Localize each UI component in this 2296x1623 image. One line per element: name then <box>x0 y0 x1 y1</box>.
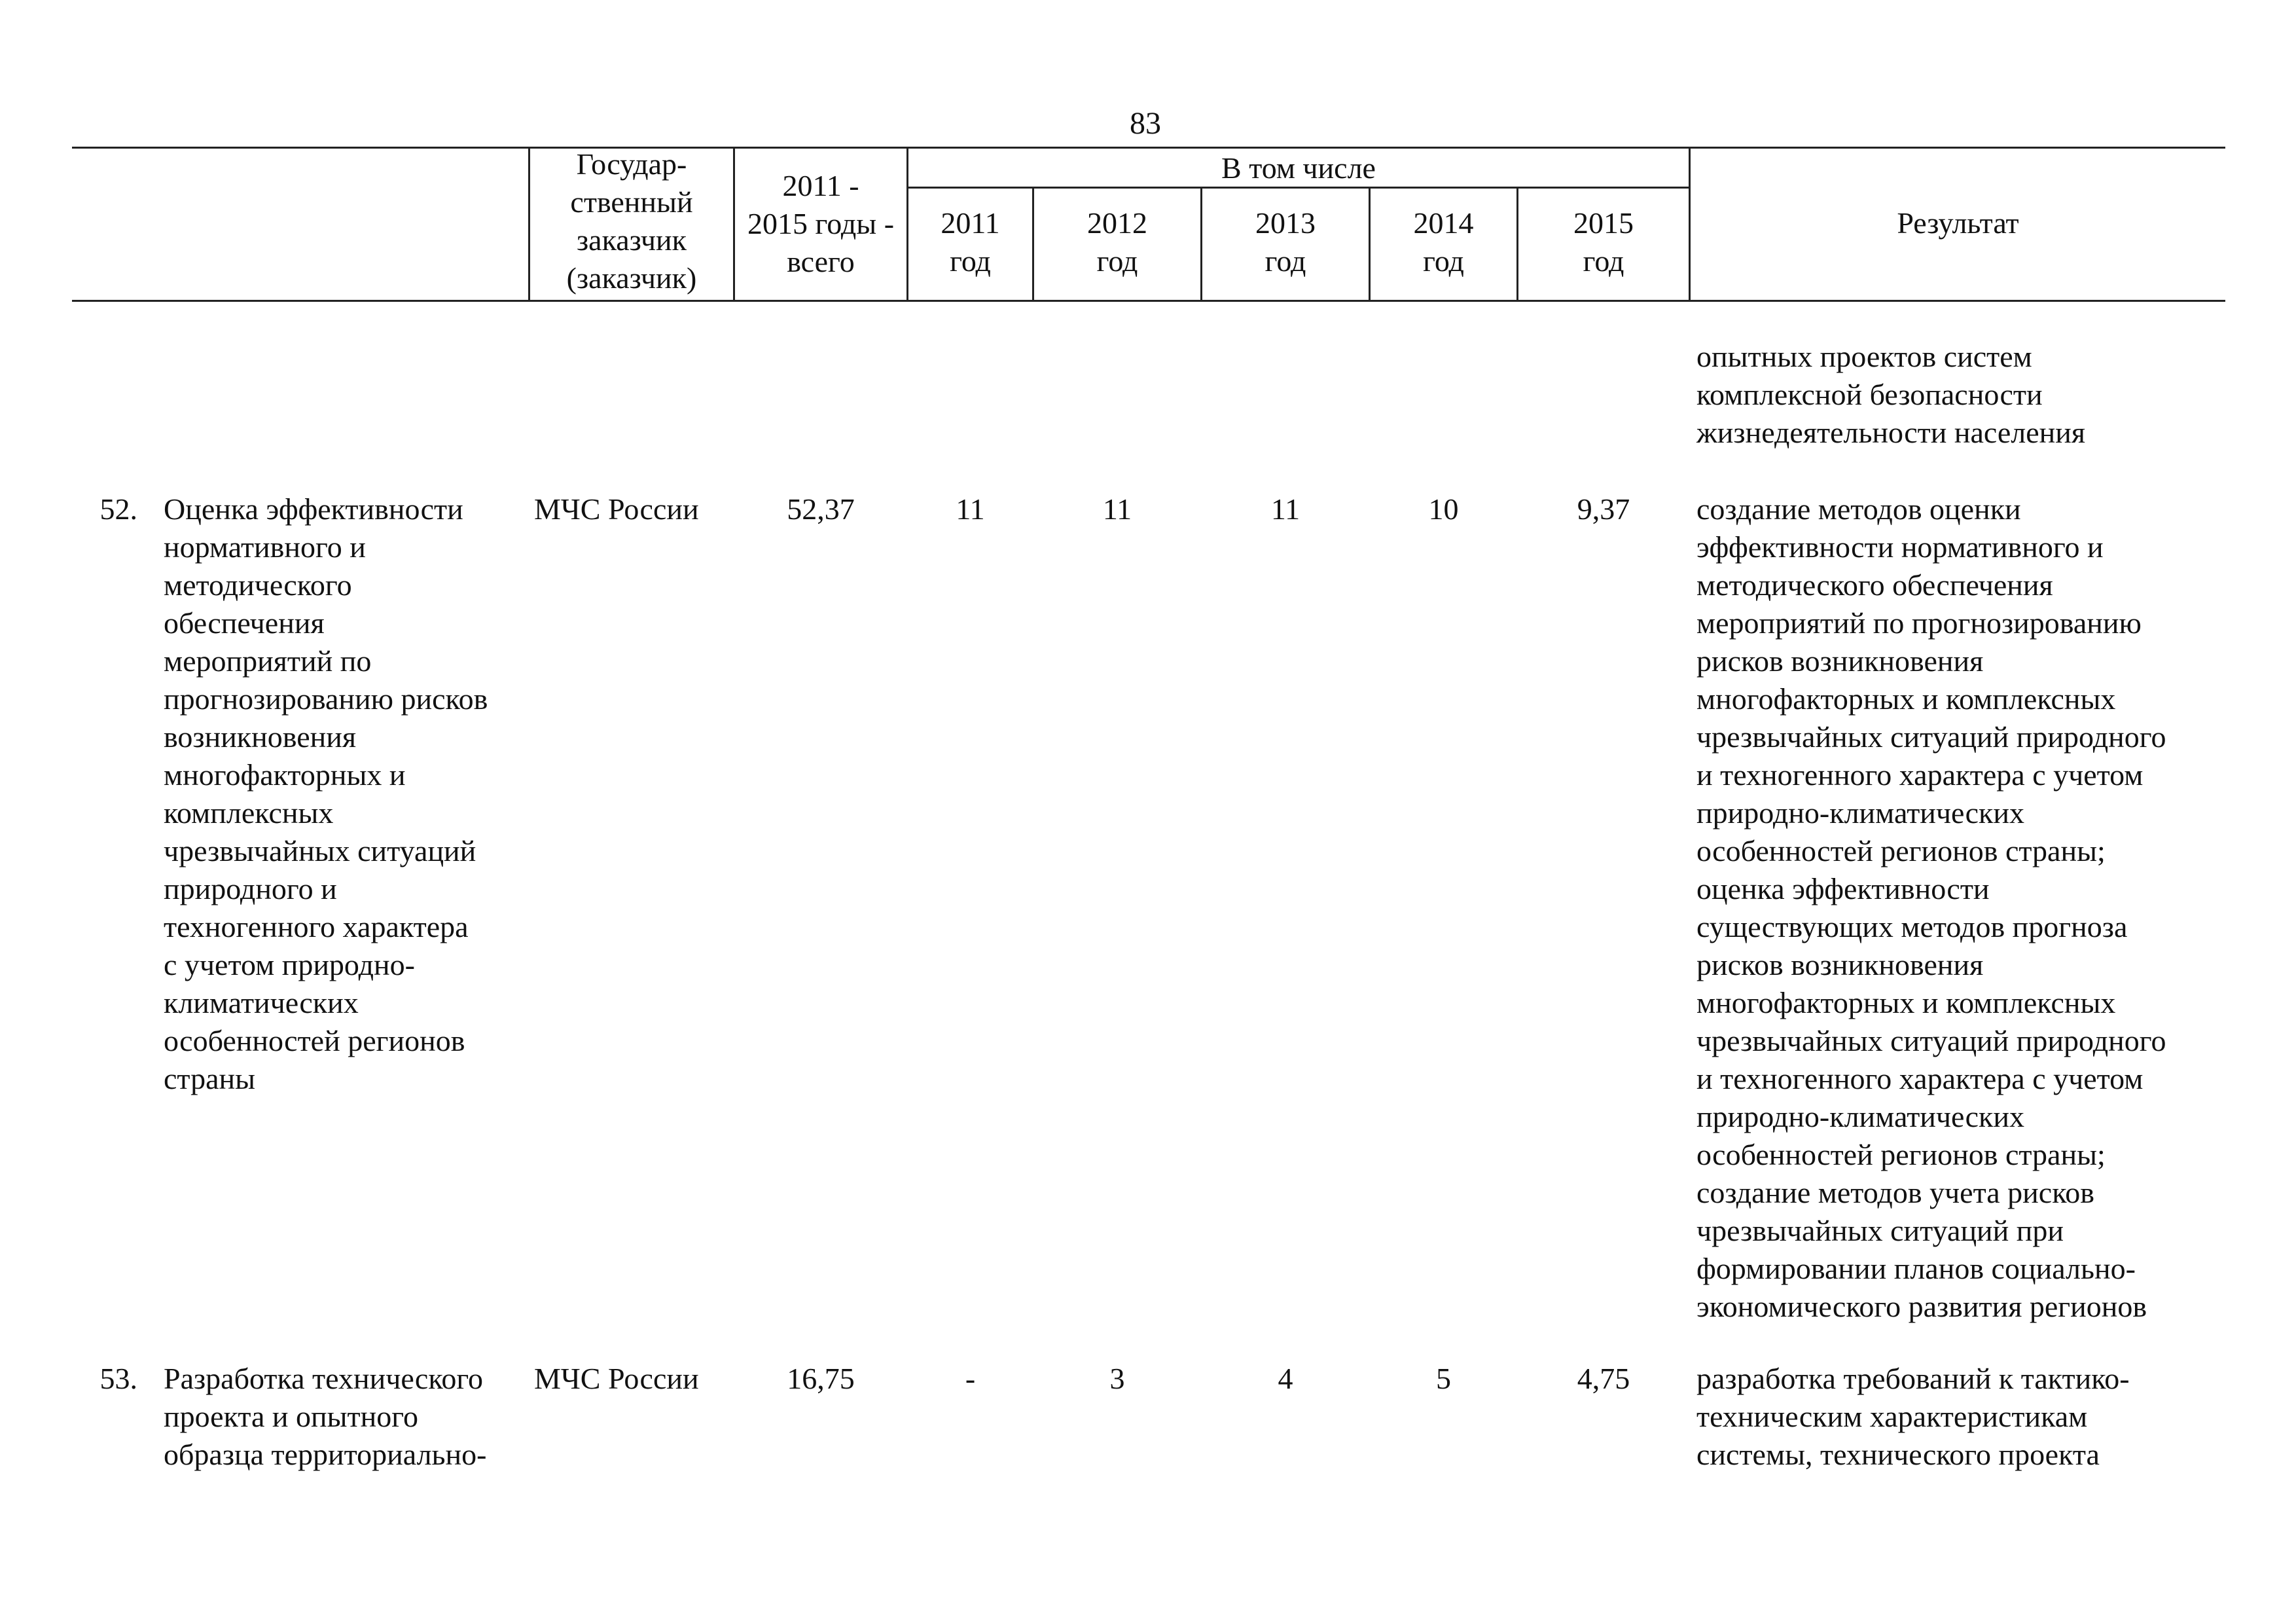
row-result: разработка требований к тактико- техническим характеристикам системы, технического проекта <box>1696 1362 2130 1471</box>
row-name: Разработка технического проекта и опытного образца территориально- <box>164 1362 487 1471</box>
header-bottom-rule <box>72 300 2225 302</box>
header-year-2015: 2015 год <box>1573 206 1634 278</box>
row-total: 16,75 <box>787 1362 855 1395</box>
header-including: В том числе <box>1221 151 1376 185</box>
header-customer: Государ- ственный заказчик (заказчик) <box>566 147 697 295</box>
row-name: Оценка эффективности нормативного и методического обеспечения мероприятий по прогнозированию рисков возникновения многофакторных и комплексных чрезвычайных ситуаций природного и техногенного характера с учетом природно- климатических особенностей регионов страны <box>164 492 488 1095</box>
header-year-2014: 2014 год <box>1413 206 1474 278</box>
row-number: 53. <box>99 1362 137 1395</box>
row-2013: 11 <box>1270 492 1300 526</box>
row-2012: 11 <box>1102 492 1132 526</box>
row-customer: МЧС России <box>534 492 699 526</box>
header-year-2011: 2011 год <box>941 206 1000 278</box>
header-result: Результат <box>1897 206 2019 240</box>
header-top-rule <box>72 147 2225 149</box>
row-2013: 4 <box>1278 1362 1293 1395</box>
header-year-2012: 2012 год <box>1087 206 1147 278</box>
row-2011: - <box>965 1362 976 1395</box>
row-customer: МЧС России <box>534 1362 699 1395</box>
page-number: 83 <box>1130 106 1161 141</box>
continuation-result-text: опытных проектов систем комплексной безопасности жизнедеятельности населения <box>1696 340 2086 449</box>
row-2011: 11 <box>956 492 985 526</box>
row-2012: 3 <box>1109 1362 1125 1395</box>
header-total: 2011 - 2015 годы - всего <box>747 169 895 278</box>
row-total: 52,37 <box>787 492 855 526</box>
header-year-2013: 2013 год <box>1255 206 1316 278</box>
row-number: 52. <box>99 492 137 526</box>
row-2014: 10 <box>1428 492 1459 526</box>
row-2015: 4,75 <box>1577 1362 1630 1395</box>
row-2014: 5 <box>1436 1362 1451 1395</box>
row-2015: 9,37 <box>1577 492 1630 526</box>
row-result: создание методов оценки эффективности нормативного и методического обеспечения мероприятий по прогнозированию рисков возникновения многофакторных и комплексных чрезвычайных ситуаций природного и техногенного характера с учетом природно-климатических особенностей регионов страны; оценка эффективности существующих методов прогноза рисков возникновения многофакторных и комплексных чрезвычайных ситуаций природного и техногенного характера с учетом природно-климатических особенностей регионов страны; создание методов учета рисков чрезвычайных ситуаций при формировании планов социально- экономического развития регионов <box>1696 492 2166 1323</box>
